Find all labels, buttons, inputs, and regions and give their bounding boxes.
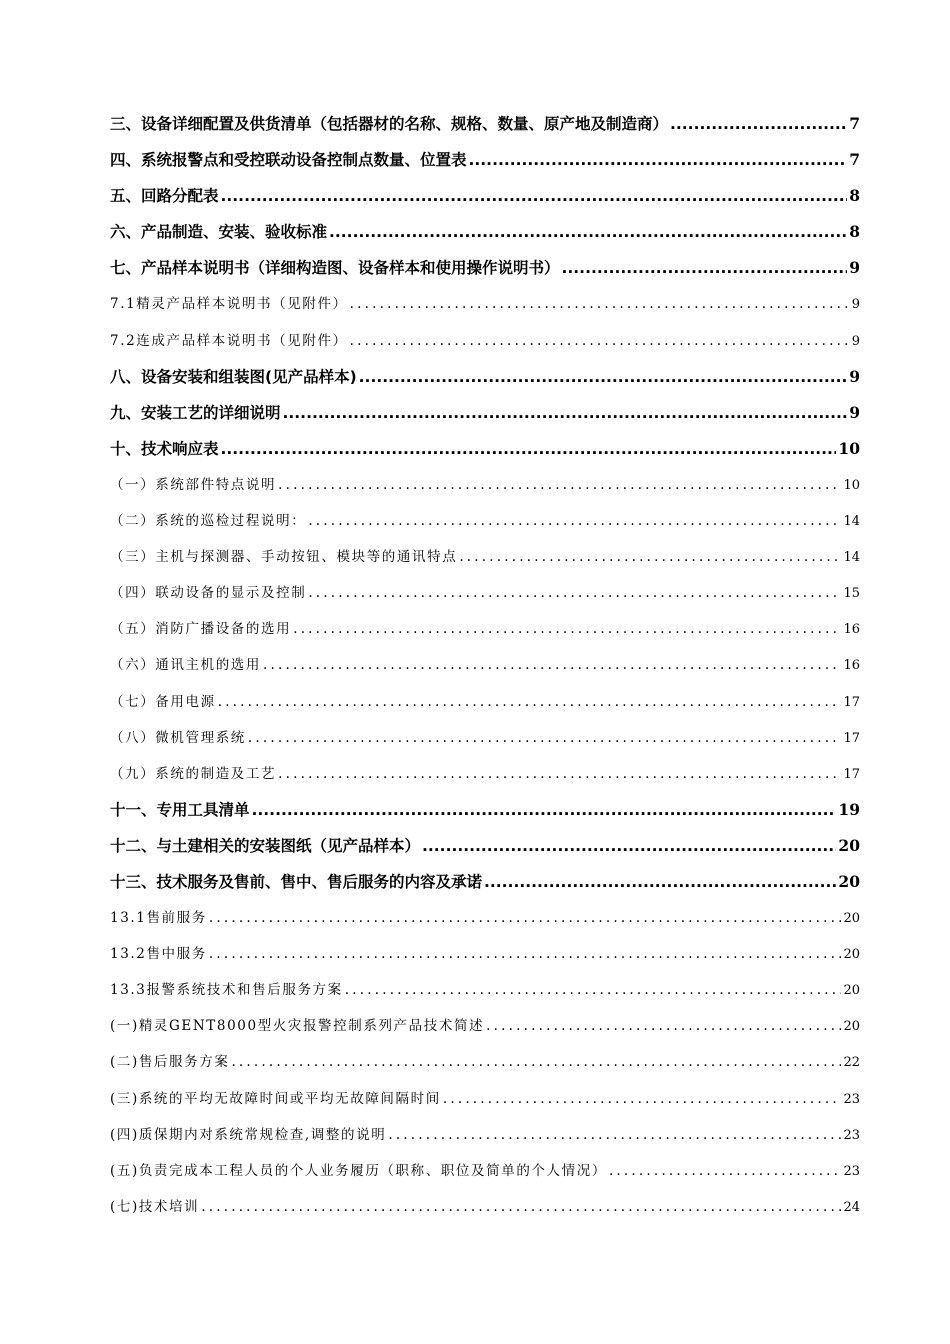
toc-entry-title: 八、设备安装和组装图(见产品样本) xyxy=(110,367,357,386)
toc-entry-chapter[interactable] xyxy=(110,214,860,250)
toc-page-number: 7 xyxy=(849,150,860,170)
toc-entry-section[interactable] xyxy=(110,1081,860,1117)
toc-page-number: 20 xyxy=(843,911,860,927)
toc-entry-section[interactable] xyxy=(110,1189,860,1225)
toc-entry-chapter[interactable] xyxy=(110,178,860,214)
toc-dot-leader xyxy=(670,106,847,142)
toc-dot-leader xyxy=(263,647,841,683)
toc-page-number: 7 xyxy=(849,114,860,133)
toc-page-number: 8 xyxy=(849,222,860,242)
toc-entry-section[interactable] xyxy=(110,684,860,720)
toc-entry-section[interactable] xyxy=(110,467,860,503)
toc-page-number: 19 xyxy=(838,799,860,819)
toc-entry-chapter[interactable] xyxy=(110,431,860,467)
toc-dot-leader xyxy=(221,178,848,214)
toc-entry-section[interactable] xyxy=(110,286,860,322)
toc-dot-leader xyxy=(422,828,836,864)
toc-dot-leader xyxy=(388,1117,841,1153)
toc-page-number: 10 xyxy=(838,438,860,458)
toc-page-number: 23 xyxy=(843,1091,860,1107)
toc-page-number: 23 xyxy=(843,1127,860,1143)
toc-entry-title: 六、产品制造、安装、验收标准 xyxy=(110,223,328,242)
table-of-contents xyxy=(110,106,860,1225)
toc-entry-title: （一）系统部件特点说明 xyxy=(110,476,277,493)
toc-page-number: 15 xyxy=(843,586,860,602)
toc-page-number: 22 xyxy=(843,1055,860,1071)
toc-entry-section[interactable] xyxy=(110,539,860,575)
toc-page-number: 9 xyxy=(851,297,860,313)
toc-page-number: 20 xyxy=(843,1019,860,1035)
toc-entry-chapter[interactable] xyxy=(110,106,860,142)
toc-entry-title: 九、安装工艺的详细说明 xyxy=(110,403,281,422)
toc-dot-leader xyxy=(278,467,841,503)
toc-entry-title: 十一、专用工具清单 xyxy=(110,800,250,819)
toc-entry-title: （四）联动设备的显示及控制 xyxy=(110,585,307,602)
toc-dot-leader xyxy=(278,756,841,792)
toc-entry-section[interactable] xyxy=(110,972,860,1008)
toc-dot-leader xyxy=(329,214,847,250)
toc-page-number: 9 xyxy=(849,366,860,386)
toc-dot-leader xyxy=(308,575,841,611)
toc-dot-leader xyxy=(443,1081,842,1117)
toc-entry-section[interactable] xyxy=(110,503,860,539)
toc-page-number: 17 xyxy=(843,766,860,782)
toc-dot-leader xyxy=(209,900,842,936)
toc-entry-title: 十、技术响应表 xyxy=(110,439,219,458)
toc-entry-title: （八）微机管理系统 xyxy=(110,729,246,746)
toc-entry-section[interactable] xyxy=(110,611,860,647)
toc-dot-leader xyxy=(209,936,842,972)
toc-dot-leader xyxy=(231,1044,841,1080)
toc-dot-leader xyxy=(350,286,850,322)
toc-entry-section[interactable] xyxy=(110,1153,860,1189)
toc-entry-title: (四)质保期内对系统常规检查,调整的说明 xyxy=(110,1126,387,1143)
toc-entry-section[interactable] xyxy=(110,647,860,683)
toc-entry-section[interactable] xyxy=(110,756,860,792)
toc-entry-chapter[interactable] xyxy=(110,828,860,864)
toc-page-number: 14 xyxy=(843,514,860,530)
toc-page-number: 16 xyxy=(843,658,860,674)
toc-entry-section[interactable] xyxy=(110,900,860,936)
toc-page-number: 20 xyxy=(843,983,860,999)
toc-dot-leader xyxy=(283,395,848,431)
toc-entry-title: 13.1售前服务 xyxy=(110,910,207,927)
toc-page-number: 17 xyxy=(843,730,860,746)
toc-page-number: 17 xyxy=(843,694,860,710)
toc-entry-title: （七）备用电源 xyxy=(110,693,216,710)
toc-entry-title: 十三、技术服务及售前、售中、售后服务的内容及承诺 xyxy=(110,872,483,891)
toc-entry-title: 7.1精灵产品样本说明书（见附件） xyxy=(110,296,348,313)
toc-dot-leader xyxy=(484,864,836,900)
toc-entry-section[interactable] xyxy=(110,323,860,359)
toc-dot-leader xyxy=(459,539,841,575)
toc-entry-chapter[interactable] xyxy=(110,395,860,431)
toc-entry-chapter[interactable] xyxy=(110,792,860,828)
toc-page-number: 14 xyxy=(843,550,860,566)
toc-entry-section[interactable] xyxy=(110,1044,860,1080)
toc-entry-title: 五、回路分配表 xyxy=(110,187,219,206)
toc-entry-section[interactable] xyxy=(110,575,860,611)
toc-page-number: 20 xyxy=(838,835,860,855)
toc-entry-title: 13.3报警系统技术和售后服务方案 xyxy=(110,982,343,999)
toc-entry-title: (五)负责完成本工程人员的个人业务履历（职称、职位及简单的个人情况） xyxy=(110,1162,607,1179)
toc-entry-title: 十二、与土建相关的安装图纸（见产品样本） xyxy=(110,836,421,855)
toc-dot-leader xyxy=(562,250,848,286)
toc-dot-leader xyxy=(609,1153,842,1189)
toc-page-number: 23 xyxy=(843,1163,860,1179)
toc-dot-leader xyxy=(293,611,841,647)
toc-entry-title: 三、设备详细配置及供货清单（包括器材的名称、规格、数量、原产地及制造商） xyxy=(110,115,669,133)
toc-entry-title: 四、系统报警点和受控联动设备控制点数量、位置表 xyxy=(110,151,467,170)
toc-page-number: 24 xyxy=(843,1199,860,1215)
toc-dot-leader xyxy=(308,503,841,539)
toc-page-number: 20 xyxy=(838,871,860,891)
toc-entry-title: (二)售后服务方案 xyxy=(110,1054,230,1071)
toc-entry-title: （二）系统的巡检过程说明： xyxy=(110,513,307,530)
toc-entry-chapter[interactable] xyxy=(110,864,860,900)
toc-entry-section[interactable] xyxy=(110,1117,860,1153)
toc-dot-leader xyxy=(345,972,842,1008)
toc-page-number: 16 xyxy=(843,622,860,638)
toc-page-number: 10 xyxy=(843,477,860,493)
toc-entry-title: （三）主机与探测器、手动按钮、模块等的通讯特点 xyxy=(110,549,458,566)
toc-entry-title: (三)系统的平均无故障时间或平均无故障间隔时间 xyxy=(110,1090,441,1107)
toc-dot-leader xyxy=(359,359,848,395)
toc-dot-leader xyxy=(469,142,848,178)
toc-dot-leader xyxy=(350,323,850,359)
toc-entry-title: (七)技术培训 xyxy=(110,1198,200,1215)
toc-entry-title: 七、产品样本说明书（详细构造图、设备样本和使用操作说明书） xyxy=(110,259,560,278)
toc-page-number: 8 xyxy=(849,186,860,206)
toc-page-number: 9 xyxy=(849,258,860,278)
toc-dot-leader xyxy=(252,792,837,828)
toc-entry-chapter[interactable] xyxy=(110,142,860,178)
toc-dot-leader xyxy=(221,431,837,467)
toc-entry-section[interactable] xyxy=(110,1008,860,1044)
toc-entry-title: （五）消防广播设备的选用 xyxy=(110,621,292,638)
toc-dot-leader xyxy=(248,720,842,756)
toc-dot-leader xyxy=(201,1189,841,1225)
toc-entry-chapter[interactable] xyxy=(110,359,860,395)
toc-entry-title: （六）通讯主机的选用 xyxy=(110,657,261,674)
toc-entry-title: 7.2连成产品样本说明书（见附件） xyxy=(110,332,348,349)
toc-entry-title: (一)精灵GENT8000型火灾报警控制系列产品技术简述 xyxy=(110,1018,485,1035)
toc-dot-leader xyxy=(218,684,842,720)
toc-entry-section[interactable] xyxy=(110,936,860,972)
toc-dot-leader xyxy=(486,1008,841,1044)
toc-page-number: 9 xyxy=(849,402,860,422)
toc-entry-title: （九）系统的制造及工艺 xyxy=(110,765,277,782)
toc-entry-chapter[interactable] xyxy=(110,250,860,286)
toc-page-number: 9 xyxy=(851,333,860,349)
toc-entry-section[interactable] xyxy=(110,720,860,756)
toc-page-number: 20 xyxy=(843,947,860,963)
toc-entry-title: 13.2售中服务 xyxy=(110,946,207,963)
